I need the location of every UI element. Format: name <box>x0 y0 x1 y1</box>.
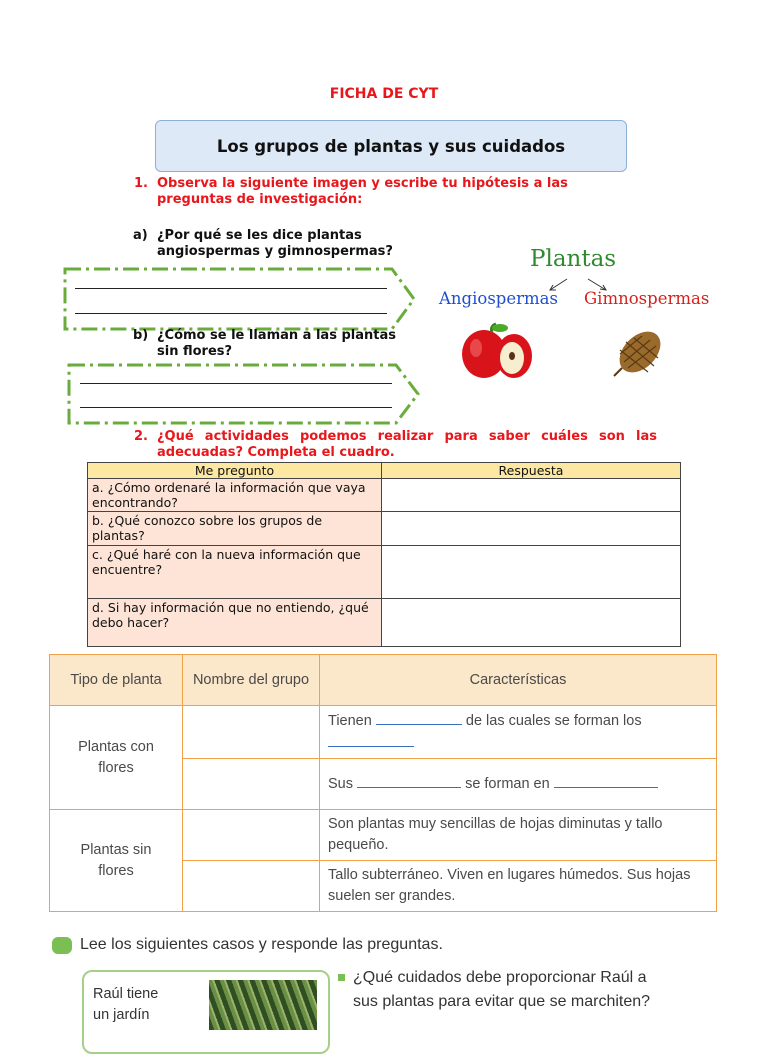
inquiry-answer-c[interactable] <box>382 546 681 599</box>
sub-question-a-line2: angiospermas y gimnospermas? <box>157 244 393 259</box>
answer-line-b1[interactable] <box>80 382 392 384</box>
garden-photo <box>209 980 317 1030</box>
blank-field[interactable] <box>328 732 414 747</box>
plant-header-features: Características <box>320 655 717 706</box>
blank-field[interactable] <box>554 773 658 788</box>
inquiry-answer-b[interactable] <box>382 512 681 546</box>
case-text: Raúl tiene un jardín <box>93 986 159 1023</box>
features-no-flowers-2: Tallo subterráneo. Viven en lugares húmedos. Sus hojas suelen ser grandes. <box>320 861 717 912</box>
case-question: ¿Qué cuidados debe proporcionar Raúl a sus plantas para evitar que se marchiten? <box>338 966 650 1014</box>
answer-line-a2[interactable] <box>75 312 387 314</box>
plant-header-group: Nombre del grupo <box>183 655 320 706</box>
answer-line-a1[interactable] <box>75 287 387 289</box>
plant-type-flowers: Plantas con flores <box>50 706 183 810</box>
sub-question-b-label: b) <box>133 328 149 343</box>
question-1-line1: Observa la siguiente imagen y escribe tu hipótesis a las <box>157 176 568 191</box>
plant-header-type: Tipo de planta <box>50 655 183 706</box>
apple-illustration <box>458 322 538 382</box>
sub-question-b-line1: ¿Cómo se le llaman a las plantas <box>157 328 396 343</box>
sub-question-b-line2: sin flores? <box>157 344 233 359</box>
instruction-bullet-icon <box>52 937 72 954</box>
inquiry-table <box>87 462 681 647</box>
question-2-number: 2. <box>134 429 148 444</box>
figure-label-angiospermas: Angiospermas <box>439 289 558 308</box>
features-no-flowers-1: Son plantas muy sencillas de hojas diminutas y tallo pequeño. <box>320 810 717 861</box>
pine-cone-illustration <box>604 326 674 382</box>
question-2-line2: adecuadas? Completa el cuadro. <box>157 445 395 460</box>
cases-instruction: Lee los siguientes casos y responde las preguntas. <box>52 936 443 954</box>
inquiry-header-answer: Respuesta <box>382 463 681 479</box>
features-flowers-2: Sus se forman en <box>320 759 717 810</box>
group-name-no-flowers-2[interactable] <box>183 861 320 912</box>
inquiry-question-c: c. ¿Qué haré con la nueva información que encuentre? <box>88 546 382 599</box>
plant-type-no-flowers: Plantas sin flores <box>50 810 183 912</box>
section-title-box <box>155 120 627 172</box>
question-2-line1: ¿Qué actividades podemos realizar para saber cuáles son las <box>157 429 657 444</box>
inquiry-header-question: Me pregunto <box>88 463 382 479</box>
sub-question-a-line1: ¿Por qué se les dice plantas <box>157 228 362 243</box>
inquiry-question-d: d. Si hay información que no entiendo, ¿qué debo hacer? <box>88 599 382 647</box>
question-1-number: 1. <box>134 176 148 191</box>
inquiry-question-b: b. ¿Qué conozco sobre los grupos de plantas? <box>88 512 382 546</box>
plant-types-table <box>49 654 717 912</box>
group-name-flowers-2[interactable] <box>183 759 320 810</box>
inquiry-answer-d[interactable] <box>382 599 681 647</box>
figure-label-gimnospermas: Gimnospermas <box>584 289 710 308</box>
section-title: Los grupos de plantas y sus cuidados <box>216 136 566 156</box>
blank-field[interactable] <box>357 773 461 788</box>
group-name-flowers-1[interactable] <box>183 706 320 759</box>
inquiry-answer-a[interactable] <box>382 479 681 512</box>
group-name-no-flowers-1[interactable] <box>183 810 320 861</box>
answer-arrow-box-a <box>62 266 418 332</box>
figure-title: Plantas <box>530 246 617 272</box>
question-1-line2: preguntas de investigación: <box>157 192 363 207</box>
sub-question-a-label: a) <box>133 228 148 243</box>
document-title: FICHA DE CYT <box>329 86 439 102</box>
inquiry-question-a: a. ¿Cómo ordenaré la información que vaya encontrando? <box>88 479 382 512</box>
features-flowers-1: Tienen de las cuales se forman los <box>320 706 717 759</box>
answer-arrow-box-b <box>66 362 422 426</box>
square-bullet-icon <box>338 974 345 981</box>
answer-line-b2[interactable] <box>80 406 392 408</box>
blank-field[interactable] <box>376 710 462 725</box>
